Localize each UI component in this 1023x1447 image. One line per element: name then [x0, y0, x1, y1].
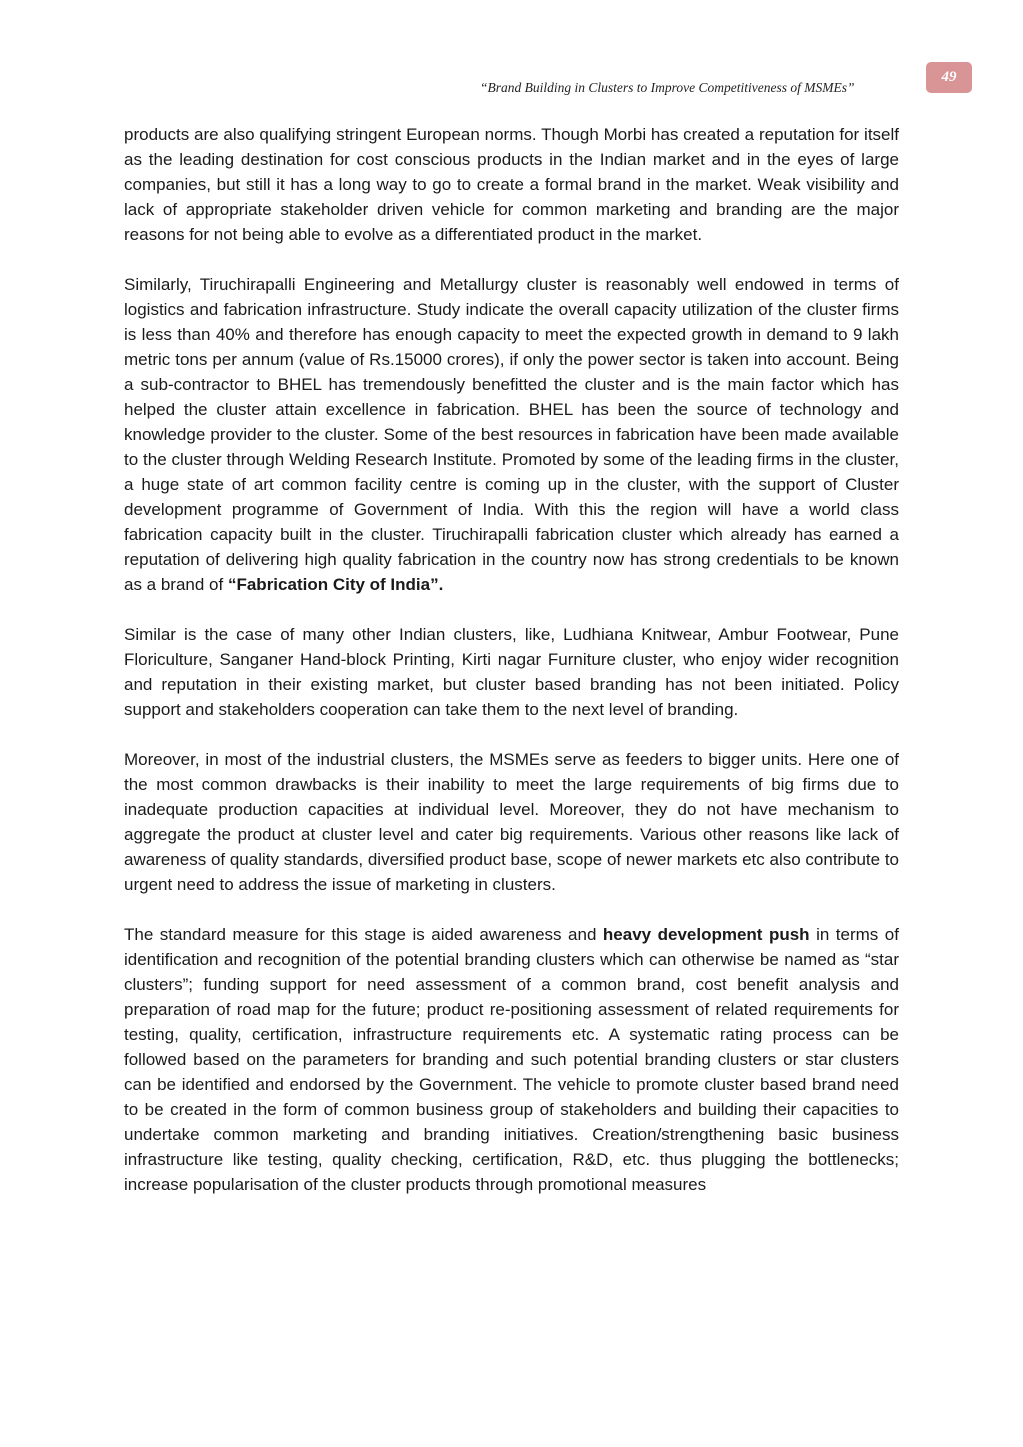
- paragraph-tiruchirapalli-text: Similarly, Tiruchirapalli Engineering and Metallurgy cluster is reasonably well endowed in terms of logistics and fabrication infrastructure. Study indicate the overall capacity utilization of the cluster firms is less than 40% and therefore has enough capacity to meet the expected growth in demand to 9 lakh metric tons per annum (value of Rs.15000 crores), if only the power sector is taken into account. Being a sub-contractor to BHEL has tremendously benefitted the cluster and is the main factor which has helped the cluster attain excellence in fabrication. BHEL has been the source of technology and knowledge provider to the cluster. Some of the best resources in fabrication have been made available to the cluster through Welding Research Institute. Promoted by some of the leading firms in the cluster, a huge state of art common facility centre is coming up in the cluster, with the support of Cluster development programme of Government of India. With this the region will have a world class fabrication capacity built in the cluster. Tiruchirapalli fabrication cluster which already has earned a reputation of delivering high quality fabrication in the country now has strong credentials to be known as a brand of: [124, 275, 899, 594]
- paragraph-standard-measure: [124, 922, 899, 1197]
- document-body: [124, 122, 899, 1197]
- page-number-badge: 49: [926, 62, 972, 93]
- heavy-development-push-emphasis: heavy development push: [602, 925, 810, 944]
- paragraph-msme-feeders: Moreover, in most of the industrial clusters, the MSMEs serve as feeders to bigger units. Here one of the most common drawbacks is their inability to meet the large requirements of big firms due to inadequate production capacities at individual level. Moreover, they do not have mechanism to aggregate the product at cluster level and cater big requirements. Various other reasons like lack of awareness of quality standards, diversified product base, scope of newer markets etc also contribute to urgent need to address the issue of marketing in clusters.: [124, 750, 899, 894]
- paragraph-standard-measure-intro: The standard measure for this stage is aided awareness and: [124, 925, 603, 944]
- paragraph-standard-measure-rest: in terms of identification and recognition of the potential branding clusters which can otherwise be named as “star clusters”; funding support for need assessment of a common brand, cost benefit analysis and preparation of road map for the future; product re-positioning assessment of related requirements for testing, quality, certification, infrastructure requirements etc. A systematic rating process can be followed based on the parameters for branding and such potential branding clusters or star clusters can be identified and endorsed by the Government. The vehicle to promote cluster based brand need to be created in the form of common business group of stakeholders and building their capacities to undertake common marketing and branding initiatives. Creation/strengthening basic business infrastructure like testing, quality checking, certification, R&D, etc. thus plugging the bottlenecks; increase popularisation of the cluster products through promotional measures: [124, 925, 899, 1194]
- paragraph-other-clusters: Similar is the case of many other Indian clusters, like, Ludhiana Knitwear, Ambur Footwear, Pune Floriculture, Sanganer Hand-block Printing, Kirti nagar Furniture cluster, who enjoy wider recognition and reputation in their existing market, but cluster based branding has not been initiated. Policy support and stakeholders cooperation can take them to the next level of branding.: [124, 625, 899, 719]
- fabrication-city-emphasis: “Fabrication City of India”.: [227, 575, 444, 594]
- paragraph-morbi: products are also qualifying stringent European norms. Though Morbi has created a reputation for itself as the leading destination for cost conscious products in the Indian market and in the eyes of large companies, but still it has a long way to go to create a formal brand in the market. Weak visibility and lack of appropriate stakeholder driven vehicle for common marketing and branding are the major reasons for not being able to evolve as a differentiated product in the market.: [124, 125, 899, 244]
- paragraph-tiruchirapalli: [124, 272, 899, 597]
- running-header: “Brand Building in Clusters to Improve Competitiveness of MSMEs”: [480, 80, 855, 95]
